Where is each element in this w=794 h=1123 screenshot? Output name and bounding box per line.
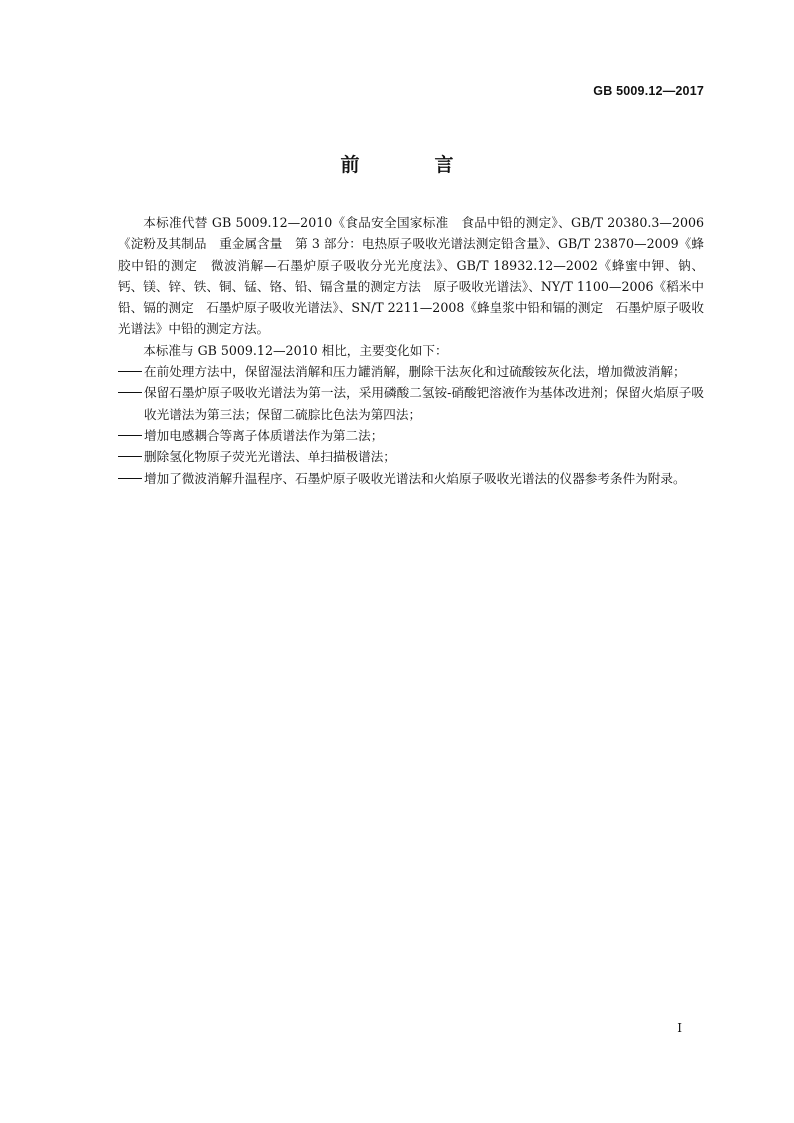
dash-bullet (118, 478, 142, 479)
change-item (118, 361, 704, 382)
change-text: 删除氢化物原子荧光光谱法、单扫描极谱法； (144, 449, 396, 465)
standard-code: GB 5009.12—2017 (593, 84, 704, 98)
change-text: 增加了微波消解升温程序、石墨炉原子吸收光谱法和火焰原子吸收光谱法的仪器参考条件为附录。 (144, 470, 686, 486)
change-item (118, 446, 704, 467)
change-item (118, 382, 704, 425)
dash-bullet (118, 456, 142, 457)
foreword-body (118, 212, 704, 489)
dash-bullet (118, 392, 142, 393)
change-text: 在前处理方法中，保留湿法消解和压力罐消解，删除干法灰化和过硫酸铵灰化法，增加微波消解； (144, 364, 686, 380)
change-item (118, 468, 704, 489)
replacement-paragraph: 本标准代替 GB 5009.12—2010《食品安全国家标准 食品中铅的测定》、GB/T 20380.3—2006《淀粉及其制品 重金属含量 第 3 部分：电热原子吸收光谱法测定铅含量》、GB/T 23870—2009《蜂胶中铅的测定 微波消解—石墨炉原子吸收分光光度法》、GB/T 18932.12—2002《蜂蜜中钾、钠、钙、镁、锌、铁、铜、锰、铬、铅、镉含量的测定方法 原子吸收光谱法》、NY/T 1100—2006《稻米中铅、镉的测定 石墨炉原子吸收光谱法》、SN/T 2211—2008《蜂皇浆中铅和镉的测定 石墨炉原子吸收光谱法》中铅的测定方法。 (118, 215, 704, 337)
page-title: 前 言 (340, 154, 482, 176)
page-number: I (677, 1021, 682, 1035)
dash-bullet (118, 435, 142, 436)
comparison-intro: 本标准与 GB 5009.12—2010 相比，主要变化如下： (143, 342, 448, 358)
dash-bullet (118, 371, 142, 372)
change-text: 保留石墨炉原子吸收光谱法为第一法，采用磷酸二氢铵-硝酸钯溶液作为基体改进剂；保留火焰原子吸收光谱法为第三法；保留二硫腙比色法为第四法； (144, 385, 704, 422)
change-item (118, 425, 704, 446)
change-text: 增加电感耦合等离子体质谱法作为第二法； (144, 427, 384, 443)
